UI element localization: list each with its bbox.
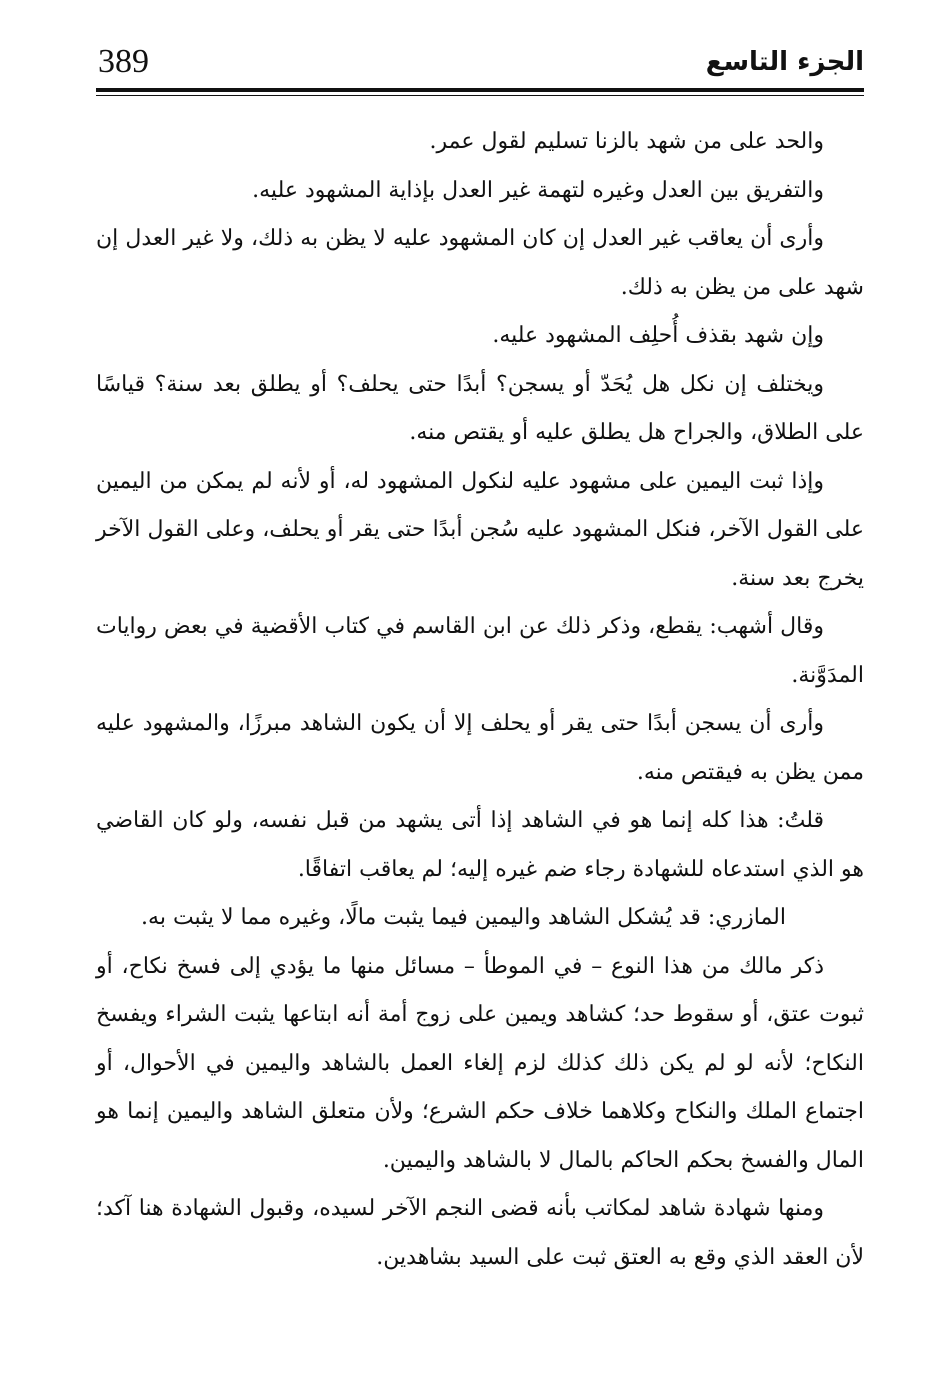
running-title: الجزء التاسع [705, 47, 864, 77]
paragraph: المازري: قد يُشكل الشاهد واليمين فيما يثبت مالًا، وغيره مما لا يثبت به. [141, 905, 786, 930]
paragraph: قلتُ: هذا كله إنما هو في الشاهد إذا أتى يشهد من قبل نفسه، ولو كان القاضي هو الذي استدعاه للشهادة رجاء ضم غيره إليه؛ لم يعاقب اتفاقًا. [96, 808, 864, 882]
paragraph: وأرى أن يسجن أبدًا حتى يقر أو يحلف إلا أن يكون الشاهد مبرزًا، والمشهود عليه ممن يظن به فيقتص منه. [96, 711, 864, 785]
paragraph: والتفريق بين العدل وغيره لتهمة غير العدل بإذاية المشهود عليه. [252, 177, 824, 203]
paragraph: ذكر مالك من هذا النوع – في الموطأ – مسائل منها ما يؤدي إلى فسخ نكاح، أو ثبوت عتق، أو سقوط حد؛ كشاهد ويمين على زوج أمة أنه ابتاعها يثبت الشراء ويفسخ النكاح؛ لأنه لو لم يكن ذلك كذلك لزم إلغاء العمل بالشاهد واليمين في الأحوال، أو اجتماع الملك والنكاح وكلاهما خلاف حكم الشرع؛ ولأن متعلق الشاهد واليمين إنما هو المال والفسخ بحكم الحاكم بالمال لا بالشاهد واليمين. [96, 953, 864, 1173]
paragraph: وأرى أن يعاقب غير العدل إن كان المشهود عليه لا يظن به ذلك، ولا غير العدل إن شهد على من يظن به ذلك. [96, 226, 864, 300]
paragraph: وإن شهد بقذف أُحلِف المشهود عليه. [492, 323, 824, 348]
page-number: 389 [98, 43, 149, 80]
paragraph: وإذا ثبت اليمين على مشهود عليه لنكول المشهود له، أو لأنه لم يمكن من اليمين على القول الآخر، فنكل المشهود عليه سُجن أبدًا حتى يقر أو يحلف، وعلى القول الآخر يخرج بعد سنة. [96, 468, 864, 591]
page-header [96, 38, 864, 88]
paragraph: ومنها شهادة شاهد لمكاتب بأنه قضى النجم الآخر لسيده، وقبول الشهادة هنا آكد؛ لأن العقد الذي وقع به العتق ثبت على السيد بشاهدين. [96, 1196, 864, 1270]
paragraph: وقال أشهب: يقطع، وذكر ذلك عن ابن القاسم في كتاب الأقضية في بعض روايات المدَوَّنة. [96, 614, 864, 688]
paragraph: ويختلف إن نكل هل يُحَدّ أو يسجن؟ أبدًا حتى يحلف؟ أو يطلق بعد سنة؟ قياسًا على الطلاق، والجراح هل يطلق عليه أو يقتص منه. [96, 371, 864, 445]
header-rule-thin [96, 95, 864, 96]
header-rule-thick [96, 88, 864, 92]
paragraph: والحد على من شهد بالزنا تسليم لقول عمر. [429, 129, 824, 154]
body-text [96, 118, 864, 1282]
